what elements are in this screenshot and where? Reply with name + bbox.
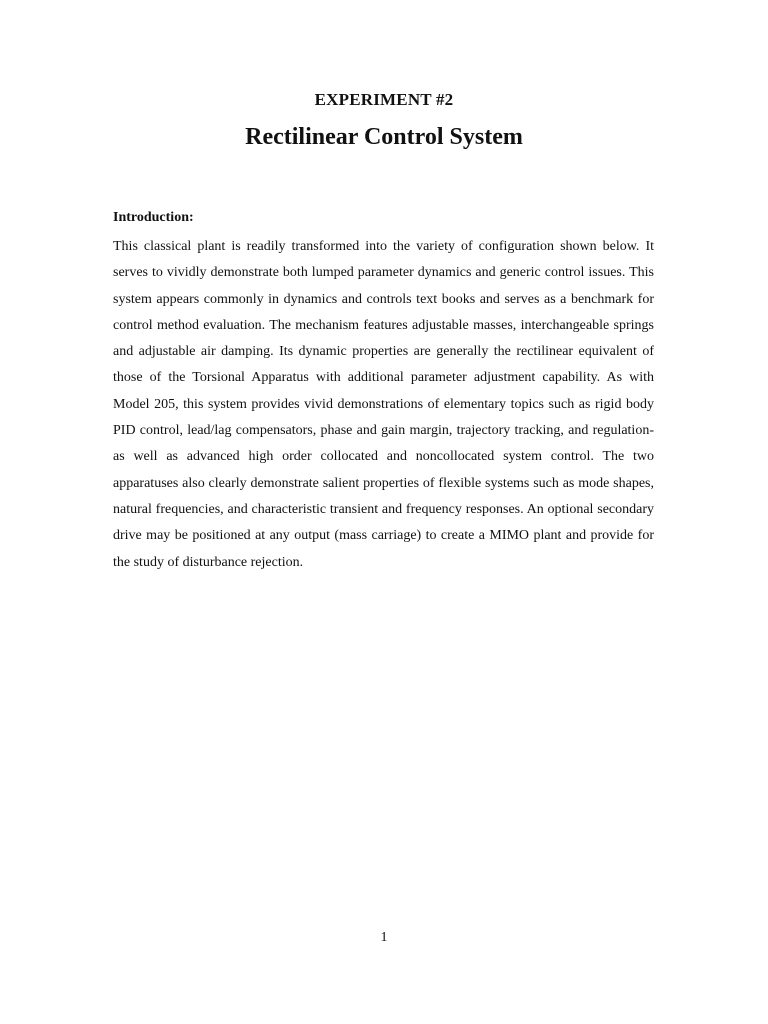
section-heading-introduction: Introduction:	[113, 210, 194, 225]
introduction-paragraph: This classical plant is readily transformed into the variety of configuration shown below. It serves to vividly demonstrate both lumped parameter dynamics and generic control issues. This system appears commonly in dynamics and controls text books and serves as a benchmark for control method evaluation. The mechanism features adjustable masses, interchangeable springs and adjustable air damping. Its dynamic properties are generally the rectilinear equivalent of those of the Torsional Apparatus with additional parameter adjustment capability. As with Model 205, this system provides vivid demonstrations of elementary topics such as rigid body PID control, lead/lag compensators, phase and gain margin, trajectory tracking, and regulation-as well as advanced high order collocated and noncollocated system control. The two apparatuses also clearly demonstrate salient properties of flexible systems such as mode shapes, natural frequencies, and characteristic transient and frequency responses. An optional secondary drive may be positioned at any output (mass carriage) to create a MIMO plant and provide for the study of disturbance rejection.	[113, 239, 654, 570]
experiment-label: EXPERIMENT #2	[314, 90, 454, 109]
page-number: 1	[380, 930, 388, 945]
document-title: Rectilinear Control System	[245, 124, 523, 150]
